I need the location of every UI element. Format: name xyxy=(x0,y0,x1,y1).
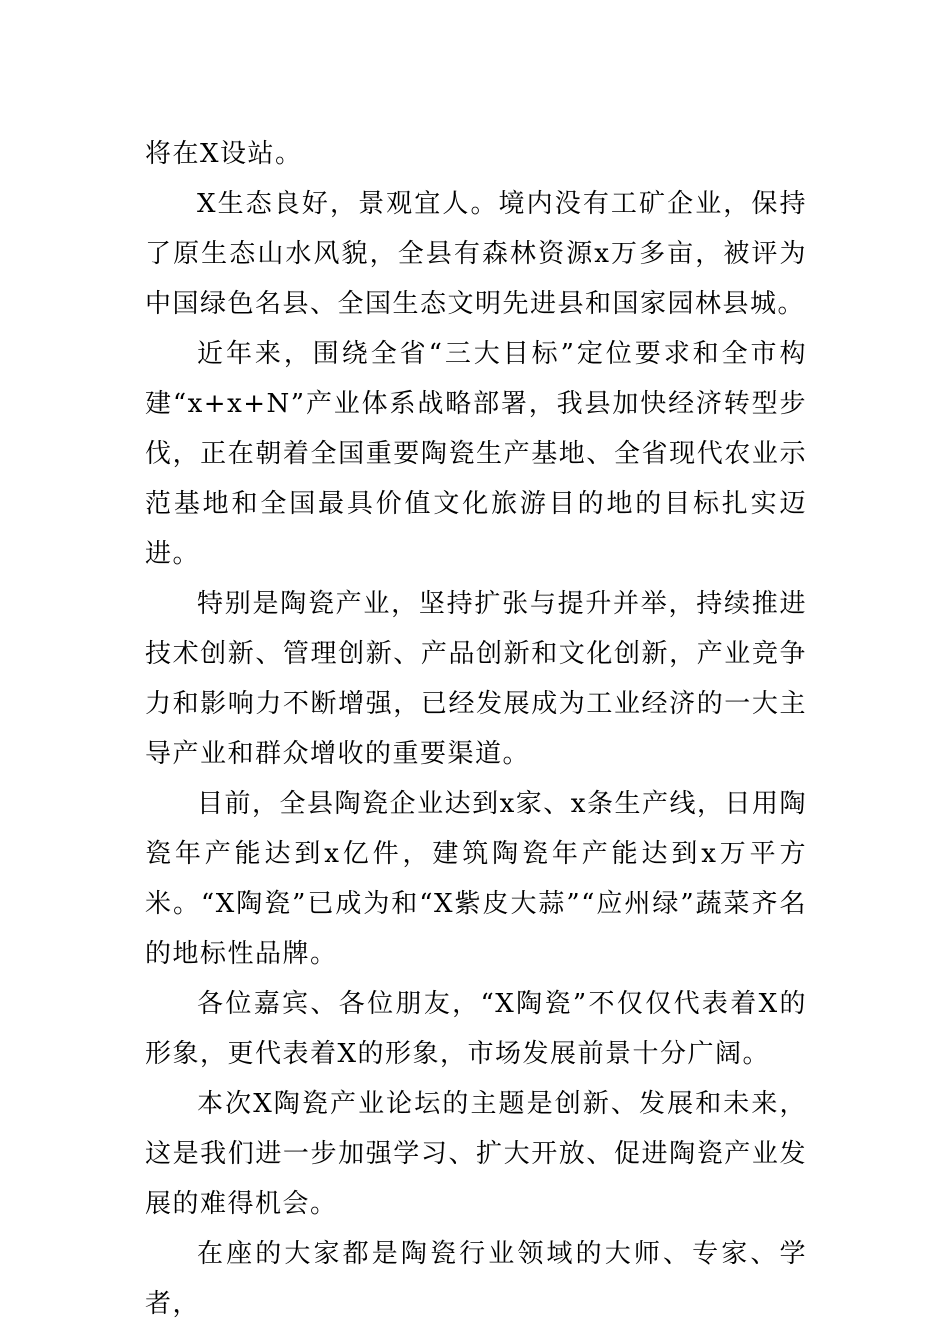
paragraph-1: 将在X设站。 xyxy=(145,139,303,169)
paragraph-8: 在座的大家都是陶瓷行业领域的大师、专家、学者， xyxy=(145,1239,807,1319)
paragraph-4: 特别是陶瓷产业，坚持扩张与提升并举，持续推进技术创新、管理创新、产品创新和文化创新，产业竞争力和影响力不断增强，已经发展成为工业经济的一大主导产业和群众增收的重要渠道。 xyxy=(145,589,807,769)
document-body xyxy=(145,129,807,1329)
paragraph-3: 近年来，围绕全省“三大目标”定位要求和全市构建“x+x+N”产业体系战略部署，我县加快经济转型步伐，正在朝着全国重要陶瓷生产基地、全省现代农业示范基地和全国最具价值文化旅游目的地的目标扎实迈进。 xyxy=(145,339,807,569)
paragraph-5: 目前，全县陶瓷企业达到x家、x条生产线，日用陶瓷年产能达到x亿件，建筑陶瓷年产能达到x万平方米。“X陶瓷”已成为和“X紫皮大蒜”“应州绿”蔬菜齐名的地标性品牌。 xyxy=(145,789,807,969)
paragraph-6: 各位嘉宾、各位朋友，“X陶瓷”不仅仅代表着X的形象，更代表着X的形象，市场发展前景十分广阔。 xyxy=(145,989,807,1069)
paragraph-7: 本次X陶瓷产业论坛的主题是创新、发展和未来，这是我们进一步加强学习、扩大开放、促进陶瓷产业发展的难得机会。 xyxy=(145,1089,807,1219)
paragraph-2: X生态良好，景观宜人。境内没有工矿企业，保持了原生态山水风貌，全县有森林资源x万多亩，被评为中国绿色名县、全国生态文明先进县和国家园林县城。 xyxy=(145,189,807,319)
